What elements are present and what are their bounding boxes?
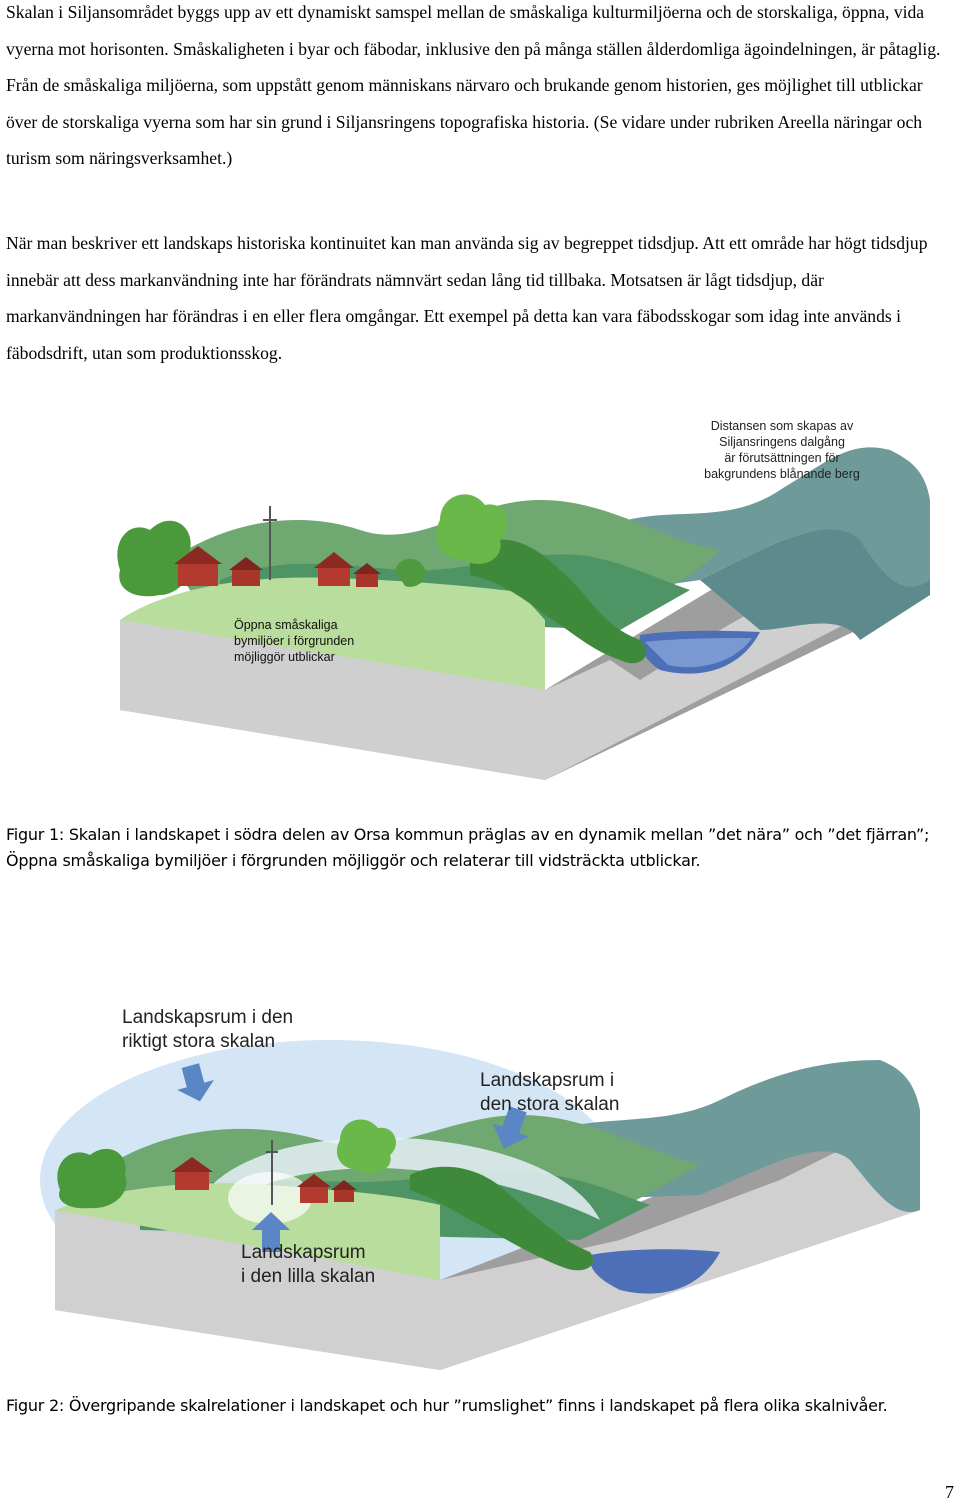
label-large-line-1: Landskapsrum i — [480, 1070, 615, 1091]
figure-1-caption: Figur 1: Skalan i landskapet i södra delen av Orsa kommun präglas av en dynamik mellan ”det nära” och ”det fjärran”; Öppna småskaliga bymiljöer i förgrunden möjliggör och relaterar till vidsträckta utblickar. — [6, 825, 930, 870]
figure-1-landscape-diagram — [0, 380, 960, 810]
figure-2-scale-diagram — [0, 990, 960, 1380]
label-distance-line-3: är förutsättningen för — [724, 451, 840, 465]
label-distance-line-2: Siljansringens dalgång — [719, 435, 845, 449]
label-open-line-2: bymiljöer i förgrunden — [234, 634, 355, 648]
figure-2-caption: Figur 2: Övergripande skalrelationer i landskapet och hur ”rumslighet” finns i landskapet på flera olika skalnivåer. — [6, 1396, 888, 1415]
label-very-large-line-2: riktigt stora skalan — [122, 1031, 276, 1052]
label-distance-line-1: Distansen som skapas av — [710, 419, 854, 433]
label-distance-line-4: bakgrundens blånande berg — [704, 467, 860, 481]
page-number: 7 — [945, 1482, 954, 1502]
label-very-large-line-1: Landskapsrum i den — [122, 1007, 294, 1028]
label-small-line-2: i den lilla skalan — [241, 1266, 376, 1287]
label-large-line-2: den stora skalan — [480, 1094, 620, 1115]
label-open-line-1: Öppna småskaliga — [234, 618, 338, 632]
body-paragraph-1: Skalan i Siljansområdet byggs upp av ett dynamiskt samspel mellan de småskaliga kulturmiljöerna och de storskaliga, öppna, vida vyerna mot horisonten. Småskaligheten i byar och fäbodar, inklusive den på många ställen ålderdomliga ägoindelningen, är påtaglig. Från de småskaliga miljöerna, som uppstått genom människans närvaro och brukande genom historien, ges möjlighet till utblickar över de storskaliga vyerna som har sin grund i Siljansringens topografiska historia. (Se vidare under rubriken Areella näringar och turism som näringsverksamhet.) — [6, 2, 941, 169]
label-open-line-3: möjliggör utblickar — [234, 650, 335, 664]
label-small-line-1: Landskapsrum — [241, 1242, 366, 1263]
body-paragraph-2: När man beskriver ett landskaps historiska kontinuitet kan man använda sig av begreppet tidsdjup. Att ett område har högt tidsdjup innebär att dess markanvändning inte har förändrats nämnvärt sedan lång tid tillbaka. Motsatsen är lågt tidsdjup, där markanvändningen har förändras i en eller flera omgångar. Ett exempel på detta kan vara fäbodsskogar som idag inte används i fäbodsdrift, utan som produktionsskog. — [6, 233, 928, 363]
